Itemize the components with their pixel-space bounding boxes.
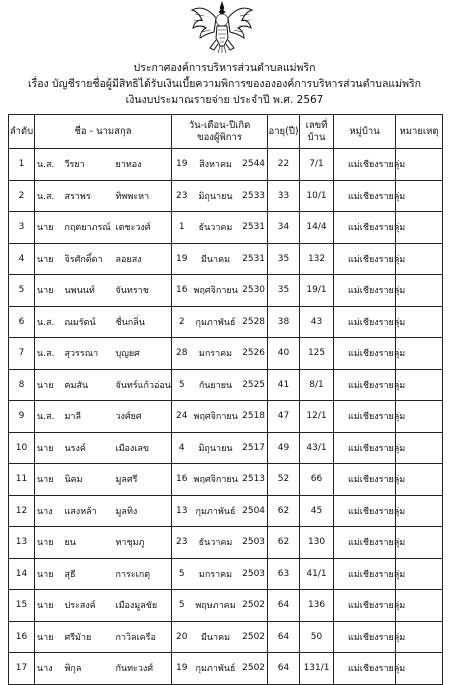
cell-age: 40	[268, 338, 300, 370]
cell-birth-month: มกราคม	[192, 338, 238, 370]
cell-last-name: มูลศรี	[112, 464, 172, 496]
cell-first-name: ฅมสัน	[62, 369, 112, 401]
cell-house-no: 136	[300, 590, 334, 622]
cell-house-no: 12/1	[300, 401, 334, 433]
cell-no: 3	[9, 212, 35, 244]
header-note: หมายเหตุ	[396, 115, 443, 149]
header-house-line2: บ้าน	[307, 131, 326, 143]
table-row	[9, 590, 443, 622]
cell-birth-day: 5	[172, 369, 192, 401]
cell-no: 9	[9, 401, 35, 433]
cell-age: 47	[268, 401, 300, 433]
cell-birth-year: 2503	[238, 527, 268, 559]
header-village: หมู่บ้าน	[334, 115, 396, 149]
cell-last-name: ชื่นกลิ่น	[112, 306, 172, 338]
table-row	[9, 432, 443, 464]
budget-year: เงินงบประมาณรายจ่าย ประจำปี พ.ศ. 2567	[125, 94, 324, 106]
cell-first-name: ณมรัตน์	[62, 306, 112, 338]
cell-last-name: มูลทิง	[112, 495, 172, 527]
cell-birth-day: 1	[172, 212, 192, 244]
cell-birth-year: 2533	[238, 180, 268, 212]
cell-no: 5	[9, 275, 35, 307]
cell-birth-year: 2517	[238, 432, 268, 464]
cell-prefix: นาย	[35, 621, 62, 653]
cell-age: 64	[268, 590, 300, 622]
cell-birth-month: ธันวาคม	[192, 212, 238, 244]
cell-prefix: นาย	[35, 432, 62, 464]
cell-birth-year: 2518	[238, 401, 268, 433]
cell-birth-year: 2504	[238, 495, 268, 527]
cell-birth-month: กุมภาพันธ์	[192, 306, 238, 338]
cell-last-name: จันทราช	[112, 275, 172, 307]
cell-no: 2	[9, 180, 35, 212]
table-header-row	[9, 115, 443, 149]
cell-birth-year: 2531	[238, 212, 268, 244]
cell-birth-year: 2502	[238, 590, 268, 622]
cell-no: 7	[9, 338, 35, 370]
header-dob-line1: วัน-เดือน-ปีเกิด	[188, 119, 251, 131]
cell-age: 49	[268, 432, 300, 464]
cell-birth-month: กุมภาพันธ์	[192, 495, 238, 527]
cell-last-name: จันทร์แก้วอ่อน	[112, 369, 172, 401]
table-row	[9, 527, 443, 559]
cell-birth-year: 2528	[238, 306, 268, 338]
table-row	[9, 149, 443, 181]
cell-house-no: 45	[300, 495, 334, 527]
cell-house-no: 125	[300, 338, 334, 370]
header-dob-line2: ของผู้พิการ	[197, 131, 242, 143]
cell-no: 12	[9, 495, 35, 527]
cell-no: 14	[9, 558, 35, 590]
cell-age: 22	[268, 149, 300, 181]
announcement-subject: เรื่อง บัญชีรายชื่อผู้มีสิทธิได้รับเงินเบี้ยความพิการของององค์การบริหารส่วนตำบลแม่พริก	[28, 78, 421, 90]
cell-village: แม่เชียงรายลุ่ม	[334, 432, 396, 464]
cell-last-name: ยาทอง	[112, 149, 172, 181]
announcement-title: ประกาศองค์การบริหารส่วนตำบลแม่พริก	[133, 62, 316, 74]
table-row	[9, 401, 443, 433]
header-dob	[172, 115, 268, 149]
cell-no: 4	[9, 243, 35, 275]
cell-birth-month: มิถุนายน	[192, 180, 238, 212]
cell-first-name: นรงค์	[62, 432, 112, 464]
table-row	[9, 243, 443, 275]
cell-birth-year: 2502	[238, 621, 268, 653]
cell-birth-day: 4	[172, 432, 192, 464]
cell-village: แม่เชียงรายลุ่ม	[334, 306, 396, 338]
cell-age: 64	[268, 653, 300, 685]
cell-village: แม่เชียงรายลุ่ม	[334, 495, 396, 527]
cell-last-name: เตชะวงศ์	[112, 212, 172, 244]
cell-prefix: น.ส.	[35, 180, 62, 212]
cell-age: 35	[268, 243, 300, 275]
cell-no: 11	[9, 464, 35, 496]
cell-birth-day: 19	[172, 243, 192, 275]
cell-birth-month: มีนาคม	[192, 243, 238, 275]
cell-house-no: 43/1	[300, 432, 334, 464]
cell-first-name: แสงหล้า	[62, 495, 112, 527]
cell-first-name: สุธี	[62, 558, 112, 590]
header-house	[300, 115, 334, 149]
cell-age: 35	[268, 275, 300, 307]
header-house-line1: เลขที่	[305, 119, 328, 131]
cell-prefix: นาย	[35, 369, 62, 401]
cell-village: แม่เชียงรายลุ่ม	[334, 369, 396, 401]
table-row	[9, 212, 443, 244]
cell-prefix: น.ส.	[35, 149, 62, 181]
cell-birth-year: 2525	[238, 369, 268, 401]
cell-first-name: นิคม	[62, 464, 112, 496]
cell-birth-month: มิถุนายน	[192, 432, 238, 464]
cell-prefix: นาง	[35, 495, 62, 527]
cell-birth-year: 2502	[238, 653, 268, 685]
cell-no: 17	[9, 653, 35, 685]
cell-age: 62	[268, 495, 300, 527]
cell-birth-day: 13	[172, 495, 192, 527]
cell-birth-month: พฤษภาคม	[192, 590, 238, 622]
table-body	[9, 149, 443, 685]
cell-first-name: วีรยา	[62, 149, 112, 181]
cell-no: 6	[9, 306, 35, 338]
cell-birth-month: มกราคม	[192, 558, 238, 590]
cell-village: แม่เชียงรายลุ่ม	[334, 180, 396, 212]
cell-prefix: น.ส.	[35, 306, 62, 338]
cell-last-name: เมืองเลข	[112, 432, 172, 464]
cell-prefix: นาย	[35, 464, 62, 496]
cell-house-no: 8/1	[300, 369, 334, 401]
cell-birth-year: 2526	[238, 338, 268, 370]
cell-birth-year: 2503	[238, 558, 268, 590]
cell-age: 52	[268, 464, 300, 496]
header-age: อายุ(ปี)	[268, 115, 300, 149]
cell-birth-day: 5	[172, 558, 192, 590]
cell-last-name: ทิพพะหา	[112, 180, 172, 212]
cell-last-name: ทาชุมภู	[112, 527, 172, 559]
cell-birth-day: 23	[172, 527, 192, 559]
cell-no: 10	[9, 432, 35, 464]
cell-birth-day: 5	[172, 590, 192, 622]
cell-prefix: นาย	[35, 558, 62, 590]
cell-house-no: 50	[300, 621, 334, 653]
cell-age: 64	[268, 621, 300, 653]
cell-birth-day: 24	[172, 401, 192, 433]
cell-birth-month: สิงหาคม	[192, 149, 238, 181]
cell-house-no: 131/1	[300, 653, 334, 685]
cell-first-name: จิรศักดิ์ดา	[62, 243, 112, 275]
cell-no: 16	[9, 621, 35, 653]
cell-prefix: นาย	[35, 527, 62, 559]
cell-village: แม่เชียงรายลุ่ม	[334, 149, 396, 181]
cell-birth-day: 19	[172, 653, 192, 685]
cell-no: 1	[9, 149, 35, 181]
cell-prefix: นาย	[35, 243, 62, 275]
cell-house-no: 41/1	[300, 558, 334, 590]
cell-birth-day: 23	[172, 180, 192, 212]
cell-first-name: นพนนท์	[62, 275, 112, 307]
table-row	[9, 464, 443, 496]
table-row	[9, 338, 443, 370]
cell-birth-day: 2	[172, 306, 192, 338]
cell-birth-day: 20	[172, 621, 192, 653]
cell-village: แม่เชียงรายลุ่ม	[334, 275, 396, 307]
cell-first-name: ประสงค์	[62, 590, 112, 622]
cell-house-no: 66	[300, 464, 334, 496]
cell-village: แม่เชียงรายลุ่ม	[334, 558, 396, 590]
table-row	[9, 495, 443, 527]
cell-birth-year: 2544	[238, 149, 268, 181]
cell-no: 13	[9, 527, 35, 559]
cell-last-name: เมืองมูลชัย	[112, 590, 172, 622]
cell-birth-day: 19	[172, 149, 192, 181]
cell-age: 41	[268, 369, 300, 401]
cell-village: แม่เชียงรายลุ่ม	[334, 243, 396, 275]
table-row	[9, 653, 443, 685]
table-row	[9, 180, 443, 212]
cell-last-name: การะเกตุ	[112, 558, 172, 590]
cell-house-no: 7/1	[300, 149, 334, 181]
cell-village: แม่เชียงรายลุ่ม	[334, 401, 396, 433]
table-row	[9, 558, 443, 590]
cell-birth-month: กุมภาพันธ์	[192, 653, 238, 685]
cell-last-name: กาวิลเครือ	[112, 621, 172, 653]
cell-prefix: นาง	[35, 653, 62, 685]
garuda-emblem-icon	[190, 0, 254, 54]
cell-birth-day: 16	[172, 275, 192, 307]
cell-birth-day: 28	[172, 338, 192, 370]
cell-first-name: กฤตยาภรณ์	[62, 212, 112, 244]
cell-birth-month: พฤศจิกายน	[192, 401, 238, 433]
cell-prefix: นาย	[35, 590, 62, 622]
cell-birth-year: 2513	[238, 464, 268, 496]
cell-first-name: พิกุล	[62, 653, 112, 685]
cell-village: แม่เชียงรายลุ่ม	[334, 338, 396, 370]
cell-prefix: น.ส.	[35, 338, 62, 370]
cell-last-name: กันทะวงศ์	[112, 653, 172, 685]
cell-birth-month: พฤศจิกายน	[192, 275, 238, 307]
cell-age: 34	[268, 212, 300, 244]
table-row	[9, 306, 443, 338]
cell-last-name: บุญยศ	[112, 338, 172, 370]
cell-village: แม่เชียงรายลุ่ม	[334, 621, 396, 653]
cell-village: แม่เชียงรายลุ่ม	[334, 590, 396, 622]
cell-age: 62	[268, 527, 300, 559]
cell-first-name: สุวรรณา	[62, 338, 112, 370]
cell-last-name: วงศ์ยศ	[112, 401, 172, 433]
cell-village: แม่เชียงรายลุ่ม	[334, 527, 396, 559]
cell-first-name: ศรีมัาย	[62, 621, 112, 653]
cell-birth-year: 2530	[238, 275, 268, 307]
cell-prefix: น.ส.	[35, 401, 62, 433]
cell-house-no: 43	[300, 306, 334, 338]
cell-age: 33	[268, 180, 300, 212]
cell-birth-year: 2531	[238, 243, 268, 275]
cell-house-no: 130	[300, 527, 334, 559]
table-row	[9, 621, 443, 653]
cell-birth-month: กันยายน	[192, 369, 238, 401]
cell-prefix: นาย	[35, 212, 62, 244]
cell-no: 15	[9, 590, 35, 622]
cell-house-no: 19/1	[300, 275, 334, 307]
cell-first-name: ยน	[62, 527, 112, 559]
cell-no: 8	[9, 369, 35, 401]
beneficiary-table	[8, 114, 443, 685]
cell-birth-month: ธันวาคม	[192, 527, 238, 559]
cell-house-no: 10/1	[300, 180, 334, 212]
cell-first-name: สราพร	[62, 180, 112, 212]
cell-birth-month: พฤศจิกายน	[192, 464, 238, 496]
cell-last-name: ลอยสง	[112, 243, 172, 275]
cell-age: 63	[268, 558, 300, 590]
cell-prefix: นาย	[35, 275, 62, 307]
cell-house-no: 14/4	[300, 212, 334, 244]
cell-house-no: 132	[300, 243, 334, 275]
cell-village: แม่เชียงรายลุ่ม	[334, 653, 396, 685]
cell-village: แม่เชียงรายลุ่ม	[334, 464, 396, 496]
cell-first-name: มาลี	[62, 401, 112, 433]
cell-birth-day: 16	[172, 464, 192, 496]
table-row	[9, 275, 443, 307]
table-row	[9, 369, 443, 401]
cell-age: 38	[268, 306, 300, 338]
cell-village: แม่เชียงรายลุ่ม	[334, 212, 396, 244]
cell-birth-month: มีนาคม	[192, 621, 238, 653]
header-no: ลำดับ	[9, 115, 35, 149]
header-name: ชื่อ - นามสกุล	[35, 115, 172, 149]
